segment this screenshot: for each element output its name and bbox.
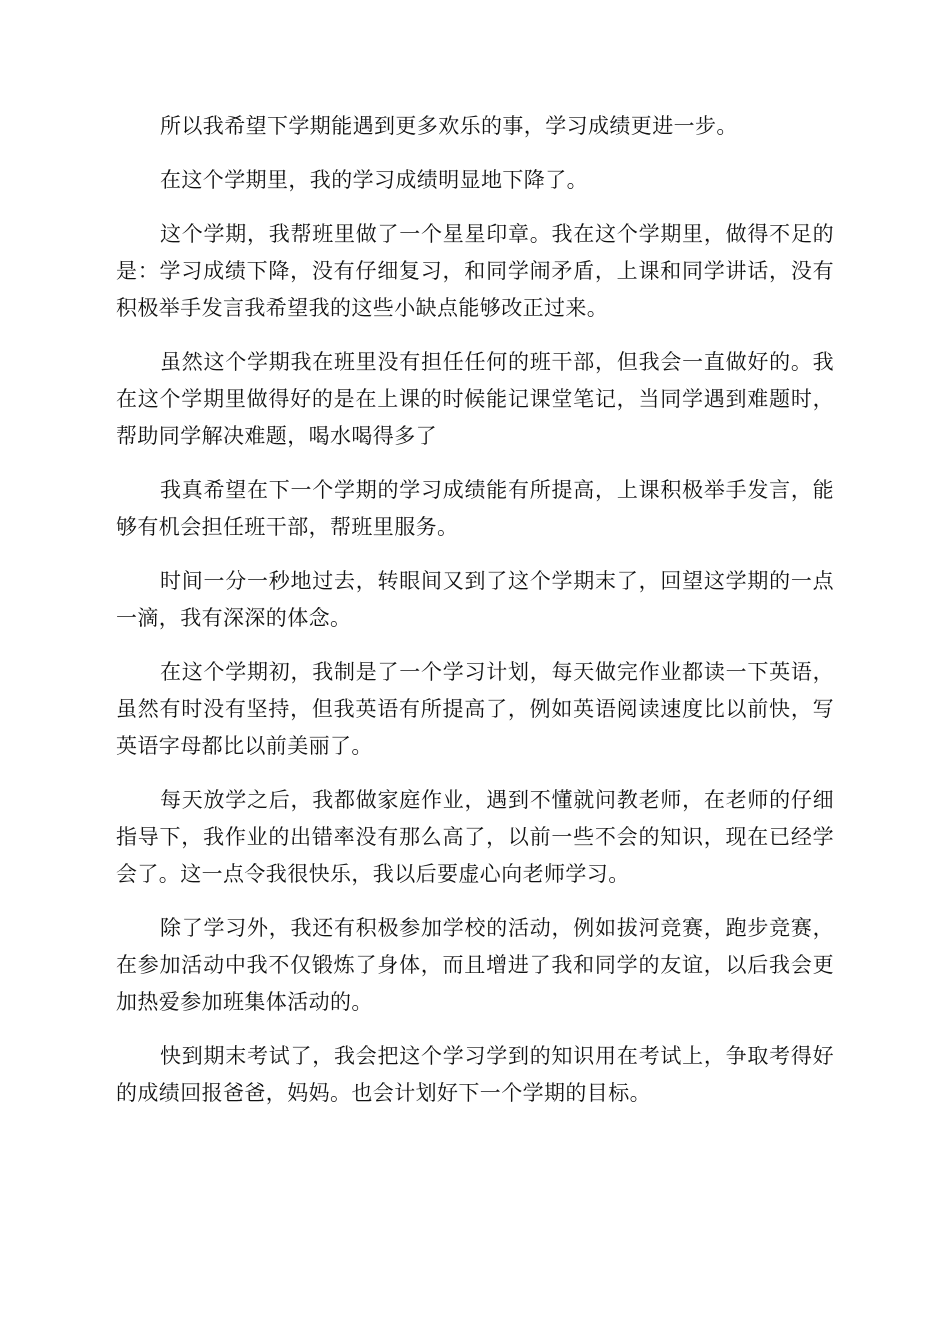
paragraph-8: 每天放学之后，我都做家庭作业，遇到不懂就问教老师，在老师的仔细指导下，我作业的出错率没有那么高了，以前一些不会的知识，现在已经学会了。这一点令我很快乐，我以后要虚心向老师学习。	[116, 788, 834, 886]
paragraph-4: 虽然这个学期我在班里没有担任任何的班干部，但我会一直做好的。我在这个学期里做得好的是在上课的时候能记课堂笔记，当同学遇到难题时，帮助同学解决难题，喝水喝得多了	[116, 350, 834, 448]
paragraph-7: 在这个学期初，我制是了一个学习计划，每天做完作业都读一下英语，虽然有时没有坚持，但我英语有所提高了，例如英语阅读速度比以前快，写英语字母都比以前美丽了。	[116, 660, 834, 758]
paragraph-5: 我真希望在下一个学期的学习成绩能有所提高，上课积极举手发言，能够有机会担任班干部，帮班里服务。	[116, 478, 834, 539]
paragraph-3: 这个学期，我帮班里做了一个星星印章。我在这个学期里，做得不足的是：学习成绩下降，没有仔细复习，和同学闹矛盾，上课和同学讲话，没有积极举手发言我希望我的这些小缺点能够改正过来。	[116, 222, 834, 320]
paragraph-2: 在这个学期里，我的学习成绩明显地下降了。	[160, 168, 588, 192]
paragraph-1: 所以我希望下学期能遇到更多欢乐的事，学习成绩更进一步。	[160, 114, 738, 138]
paragraph-9: 除了学习外，我还有积极参加学校的活动，例如拔河竞赛，跑步竞赛，在参加活动中我不仅锻炼了身体，而且增进了我和同学的友谊，以后我会更加热爱参加班集体活动的。	[116, 916, 834, 1014]
document-body	[116, 108, 834, 1129]
paragraph-6: 时间一分一秒地过去，转眼间又到了这个学期末了，回望这学期的一点一滴，我有深深的体念。	[116, 569, 834, 630]
paragraph-10: 快到期末考试了，我会把这个学习学到的知识用在考试上，争取考得好的成绩回报爸爸，妈妈。也会计划好下一个学期的目标。	[116, 1044, 834, 1105]
